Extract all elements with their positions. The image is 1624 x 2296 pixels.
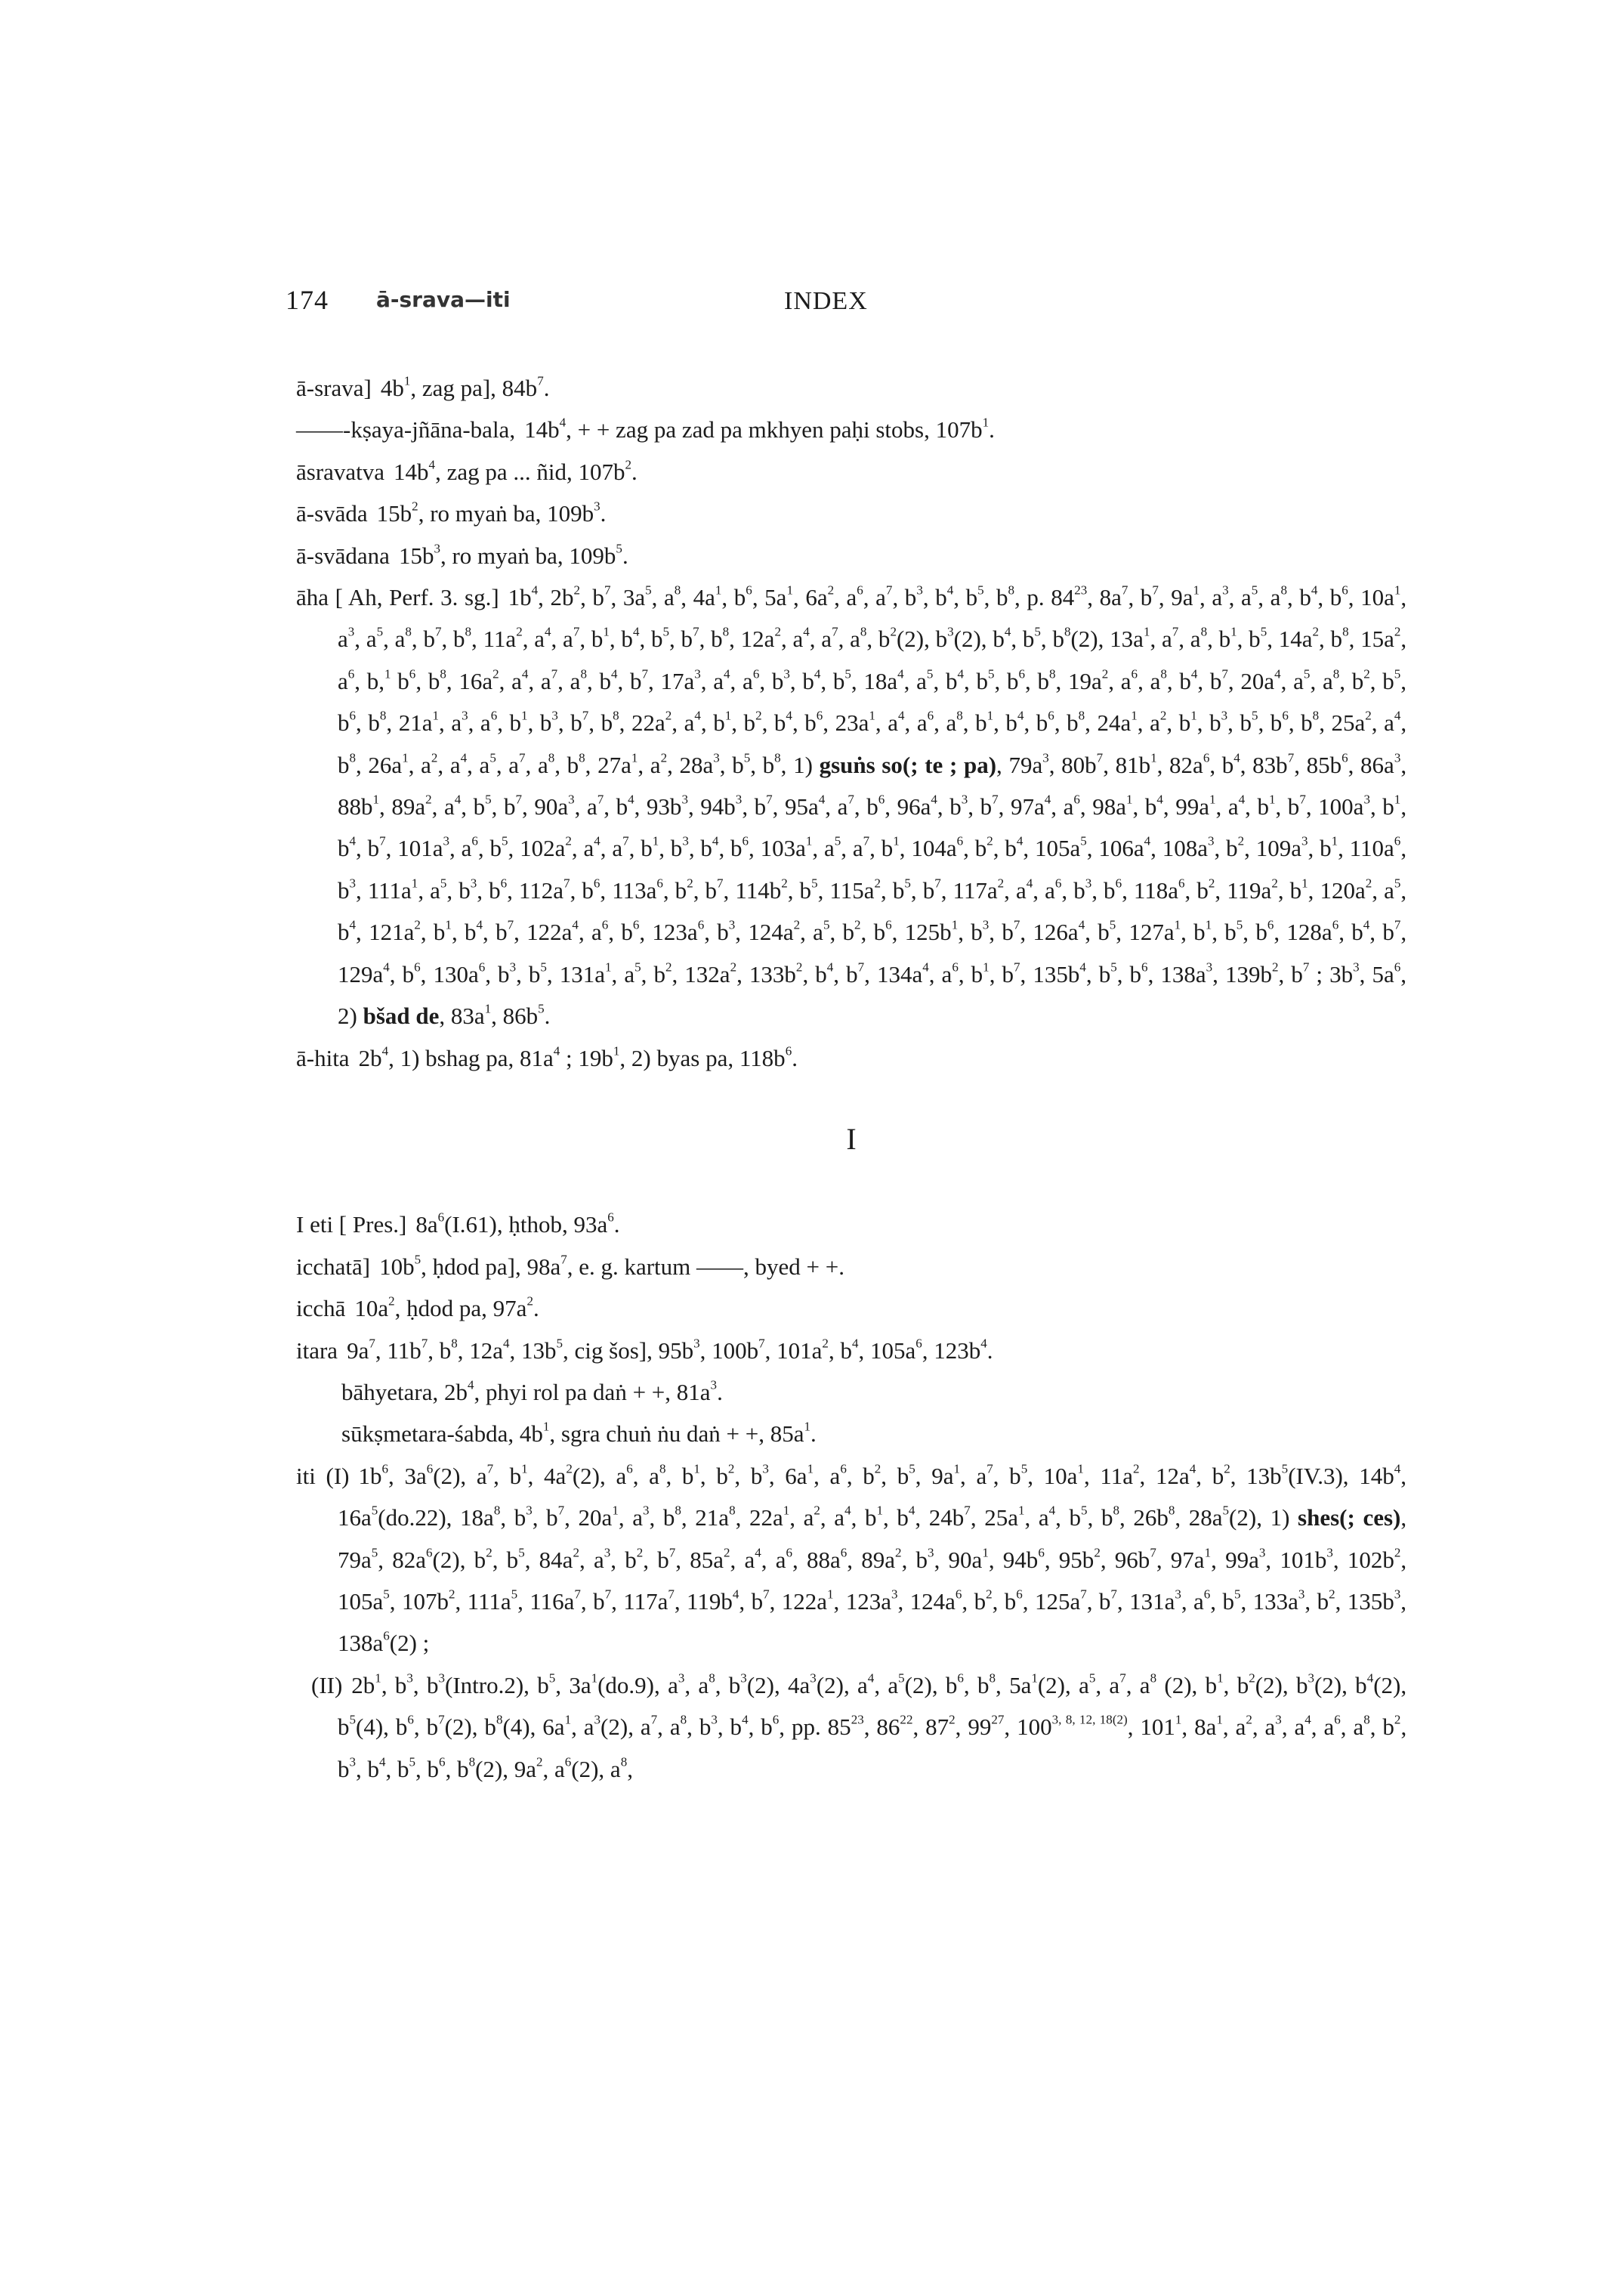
- entry-term: āsravatva: [296, 458, 385, 485]
- entry-group-i: [296, 1204, 1406, 1790]
- index-entry: [296, 1371, 1406, 1413]
- entry-term: itara: [296, 1337, 338, 1364]
- entry-term: ā-svāda: [296, 500, 368, 527]
- index-entry: [296, 576, 1406, 1037]
- index-entry: [296, 493, 1406, 534]
- index-entry: [296, 1037, 1406, 1079]
- entry-refs: $10b^5$, ḥdod pa], $98a^7$, e. g. kartum ——, byed + +.: [379, 1252, 845, 1280]
- entry-refs: $9a^7$, $11b^7$, $b^8$, $12a^4$, $13b^5$, cig šos], $95b^3$, $100b^7$, $101a^2$, $b^4$, $105a^6$, $123b^4$.: [347, 1336, 993, 1364]
- index-entry: [296, 367, 1406, 409]
- running-head: ā-srava—iti: [376, 287, 511, 312]
- index-entry: [296, 1204, 1406, 1245]
- index-entry: [296, 409, 1406, 450]
- section-title: INDEX: [784, 287, 868, 315]
- entry-refs: $14b^4$, zag pa ... ñid, $107b^2$.: [394, 457, 638, 485]
- index-entry: [296, 451, 1406, 493]
- page-number: 174: [286, 285, 329, 315]
- index-body: [296, 367, 1406, 1790]
- index-entry: [296, 535, 1406, 576]
- entry-term: ā-hita: [296, 1044, 350, 1071]
- index-entry: [296, 1455, 1406, 1664]
- entry-group-a: [296, 367, 1406, 1079]
- entry-refs: $2b^4$, 1) bshag pa, $81a^4$ ; $19b^1$, 2) byas pa, $118b^6$.: [358, 1043, 798, 1071]
- index-entry: [296, 1664, 1406, 1790]
- entry-refs: sūkṣmetara-śabda, $4b^1$, sgra chuṅ ṅu daṅ + +, $85a^1$.: [341, 1419, 817, 1448]
- entry-refs: $15b^2$, ro myaṅ ba, $109b^3$.: [376, 499, 607, 527]
- index-entry: [296, 1330, 1406, 1371]
- entry-refs: $10a^2$, ḥdod pa, $97a^2$.: [354, 1293, 539, 1322]
- entry-term: iti (I): [296, 1462, 350, 1489]
- entry-refs: $14b^4$, + + zag pa zad pa mkhyen paḥi stobs, $107b^1$.: [524, 415, 995, 443]
- section-letter: I: [846, 1121, 857, 1156]
- entry-term: ā-svādana: [296, 542, 390, 569]
- entry-refs: $1b^6$, $3a^6(2)$, $a^7$, $b^1$, $4a^2(2)$, $a^6$, $a^8$, $b^1$, $b^2$, $b^3$, $6a^1$, $a^6$, $b^2$, $b^5$, $9a^1$, $a^7$, $b^5$, $10a^1$, $11a^2$, $12a^4$, $b^2$, $13b^5(IV.3)$, $14b^4$, $16a^5(do.22)$, $18a^8$, $b^3$, $b^7$, $20a^1$, $a^3$, $b^8$, $21a^8$, $22a^1$, $a^2$, $a^4$, $b^1$, $b^4$, $24b^7$, $25a^1$, $a^4$, $b^5$, $b^8$, $26b^8$, $28a^5(2)$, 1) shes(; ces), $79a^5$, $82a^6(2)$, $b^2$, $b^5$, $84a^2$, $a^3$, $b^2$, $b^7$, $85a^2$, $a^4$, $a^6$, $88a^6$, $89a^2$, $b^3$, $90a^1$, $94b^6$, $95b^2$, $96b^7$, $97a^1$, $99a^3$, $101b^3$, $102b^2$, $105a^5$, $107b^2$, $111a^5$, $116a^7$, $b^7$, $117a^7$, $119b^4$, $b^7$, $122a^1$, $123a^3$, $124a^6$, $b^2$, $b^6$, $125a^7$, $b^7$, $131a^3$, $a^6$, $b^5$, $133a^3$, $b^2$, $135b^3$, $138a^6(2)$ ;: [338, 1461, 1407, 1657]
- entry-refs: bāhyetara, $2b^4$, phyi rol pa daṅ + +, $81a^3$.: [341, 1377, 723, 1405]
- entry-term: (II): [311, 1671, 343, 1698]
- index-entry: [296, 1413, 1406, 1454]
- entry-term: ——-kṣaya-jñāna-bala,: [296, 416, 516, 443]
- entry-term: āha [ Ah, Perf. 3. sg.]: [296, 584, 499, 611]
- index-entry: [296, 1287, 1406, 1329]
- entry-refs: $8a^6(I.61)$, ḥthob, $93a^6$.: [415, 1210, 620, 1238]
- page-header: [286, 284, 1358, 322]
- entry-refs: $1b^4$, $2b^2$, $b^7$, $3a^5$, $a^8$, $4a^1$, $b^6$, $5a^1$, $6a^2$, $a^6$, $a^7$, $b^3$, $b^4$, $b^5$, $b^8$, p. $84^{23}$, $8a^7$, $b^7$, $9a^1$, $a^3$, $a^5$, $a^8$, $b^4$, $b^6$, $10a^1$, $a^3$, $a^5$, $a^8$, $b^7$, $b^8$, $11a^2$, $a^4$, $a^7$, $b^1$, $b^4$, $b^5$, $b^7$, $b^8$, $12a^2$, $a^4$, $a^7$, $a^8$, $b^2(2)$, $b^3(2)$, $b^4$, $b^5$, $b^8(2)$, $13a^1$, $a^7$, $a^8$, $b^1$, $b^5$, $14a^2$, $b^8$, $15a^2$, $a^6$, b,$^1$ $b^6$, $b^8$, $16a^2$, $a^4$, $a^7$, $a^8$, $b^4$, $b^7$, $17a^3$, $a^4$, $a^6$, $b^3$, $b^4$, $b^5$, $18a^4$, $a^5$, $b^4$, $b^5$, $b^6$, $b^8$, $19a^2$, $a^6$, $a^8$, $b^4$, $b^7$, $20a^4$, $a^5$, $a^8$, $b^2$, $b^5$, $b^6$, $b^8$, $21a^1$, $a^3$, $a^6$, $b^1$, $b^3$, $b^7$, $b^8$, $22a^2$, $a^4$, $b^1$, $b^2$, $b^4$, $b^6$, $23a^1$, $a^4$, $a^6$, $a^8$, $b^1$, $b^4$, $b^6$, $b^8$, $24a^1$, $a^2$, $b^1$, $b^3$, $b^5$, $b^6$, $b^8$, $25a^2$, $a^4$, $b^8$, $26a^1$, $a^2$, $a^4$, $a^5$, $a^7$, $a^8$, $b^8$, $27a^1$, $a^2$, $28a^3$, $b^5$, $b^8$, 1) gsuṅs so(; te ; pa), $79a^3$, $80b^7$, $81b^1$, $82a^6$, $b^4$, $83b^7$, $85b^6$, $86a^3$, $88b^1$, $89a^2$, $a^4$, $b^5$, $b^7$, $90a^3$, $a^7$, $b^4$, $93b^3$, $94b^3$, $b^7$, $95a^4$, $a^7$, $b^6$, $96a^4$, $b^3$, $b^7$, $97a^4$, $a^6$, $98a^1$, $b^4$, $99a^1$, $a^4$, $b^1$, $b^7$, $100a^3$, $b^1$, $b^4$, $b^7$, $101a^3$, $a^6$, $b^5$, $102a^2$, $a^4$, $a^7$, $b^1$, $b^3$, $b^4$, $b^6$, $103a^1$, $a^5$, $a^7$, $b^1$, $104a^6$, $b^2$, $b^4$, $105a^5$, $106a^4$, $108a^3$, $b^2$, $109a^3$, $b^1$, $110a^6$, $b^3$, $111a^1$, $a^5$, $b^3$, $b^6$, $112a^7$, $b^6$, $113a^6$, $b^2$, $b^7$, $114b^2$, $b^5$, $115a^2$, $b^5$, $b^7$, $117a^2$, $a^4$, $a^6$, $b^3$, $b^6$, $118a^6$, $b^2$, $119a^2$, $b^1$, $120a^2$, $a^5$, $b^4$, $121a^2$, $b^1$, $b^4$, $b^7$, $122a^4$, $a^6$, $b^6$, $123a^6$, $b^3$, $124a^2$, $a^5$, $b^2$, $b^6$, $125b^1$, $b^3$, $b^7$, $126a^4$, $b^5$, $127a^1$, $b^1$, $b^5$, $b^6$, $128a^6$, $b^4$, $b^7$, $129a^4$, $b^6$, $130a^6$, $b^3$, $b^5$, $131a^1$, $a^5$, $b^2$, $132a^2$, $133b^2$, $b^4$, $b^7$, $134a^4$, $a^6$, $b^1$, $b^7$, $135b^4$, $b^5$, $b^6$, $138a^3$, $139b^2$, $b^7$ ; $3b^3$, $5a^6$, 2) bšad de, $83a^1$, $86b^5$.: [338, 582, 1407, 1030]
- entry-refs: $15b^3$, ro myaṅ ba, $109b^5$.: [398, 541, 628, 569]
- index-entry: [296, 1246, 1406, 1287]
- entry-term: I eti [ Pres.]: [296, 1211, 407, 1238]
- entry-refs: $2b^1$, $b^3$, $b^3(Intro.2)$, $b^5$, $3a^1(do.9)$, $a^3$, $a^8$, $b^3(2)$, $4a^3(2)$, $a^4$, $a^5(2)$, $b^6$, $b^8$, $5a^1(2)$, $a^5$, $a^7$, $a^8$ (2), $b^1$, $b^2(2)$, $b^3(2)$, $b^4(2)$, $b^5(4)$, $b^6$, $b^7(2)$, $b^8(4)$, $6a^1$, $a^3(2)$, $a^7$, $a^8$, $b^3$, $b^4$, $b^6$, pp. $85^{23}$, $86^{22}$, $87^2$, $99^{27}$, $100^{3, 8, 12, 18(2)}$, $101^1$, $8a^1$, $a^2$, $a^3$, $a^4$, $a^6$, $a^8$, $b^2$, $b^3$, $b^4$, $b^5$, $b^6$, $b^8(2)$, $9a^2$, $a^6(2)$, $a^8$,: [338, 1670, 1407, 1782]
- entry-refs: $4b^1$, zag pa], $84b^7$.: [380, 373, 550, 401]
- entry-term: icchatā]: [296, 1253, 371, 1280]
- entry-term: icchā: [296, 1295, 346, 1322]
- entry-term: ā-srava]: [296, 375, 372, 401]
